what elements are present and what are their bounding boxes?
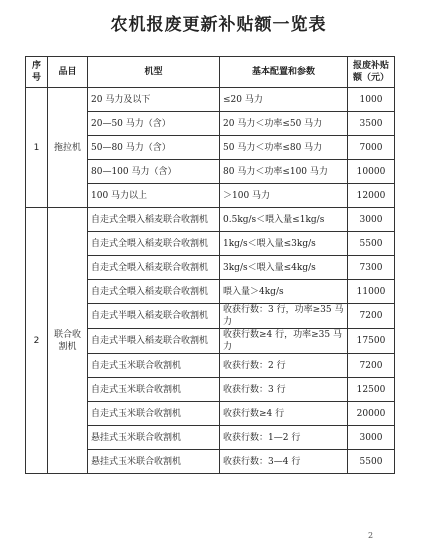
group-category: 拖拉机 bbox=[48, 88, 88, 208]
group-seq: 2 bbox=[26, 208, 48, 474]
header-category: 品目 bbox=[48, 57, 88, 88]
cell-model: 悬挂式玉米联合收割机 bbox=[88, 450, 220, 474]
table-body bbox=[26, 88, 395, 474]
cell-config: 收获行数：3—4 行 bbox=[220, 450, 348, 474]
cell-config: ≤20 马力 bbox=[220, 88, 348, 112]
header-amount: 报废补贴额（元） bbox=[348, 57, 395, 88]
header-seq: 序号 bbox=[26, 57, 48, 88]
cell-amount: 3000 bbox=[348, 208, 395, 232]
header-model: 机型 bbox=[88, 57, 220, 88]
cell-model: 自走式半喂入稻麦联合收割机 bbox=[88, 329, 220, 354]
cell-config: 50 马力＜功率≤80 马力 bbox=[220, 136, 348, 160]
page-title: 农机报废更新补贴额一览表 bbox=[110, 15, 327, 35]
cell-model: 自走式全喂入稻麦联合收割机 bbox=[88, 280, 220, 304]
header-config: 基本配置和参数 bbox=[220, 57, 348, 88]
cell-model: 自走式半喂入稻麦联合收割机 bbox=[88, 304, 220, 329]
cell-config: 收获行数≥4 行，功率≥35 马力 bbox=[220, 329, 348, 354]
cell-model: 20—50 马力（含） bbox=[88, 112, 220, 136]
cell-config: 20 马力＜功率≤50 马力 bbox=[220, 112, 348, 136]
cell-model: 自走式玉米联合收割机 bbox=[88, 378, 220, 402]
cell-amount: 17500 bbox=[348, 329, 395, 354]
cell-config: 3kg/s＜喂入量≤4kg/s bbox=[220, 256, 348, 280]
cell-config: 收获行数：1—2 行 bbox=[220, 426, 348, 450]
cell-amount: 7300 bbox=[348, 256, 395, 280]
cell-amount: 7200 bbox=[348, 354, 395, 378]
cell-model: 100 马力以上 bbox=[88, 184, 220, 208]
cell-config: 喂入量＞4kg/s bbox=[220, 280, 348, 304]
cell-config: 80 马力＜功率≤100 马力 bbox=[220, 160, 348, 184]
cell-model: 自走式全喂入稻麦联合收割机 bbox=[88, 208, 220, 232]
table-row bbox=[26, 208, 395, 232]
cell-config: 收获行数：3 行 bbox=[220, 378, 348, 402]
group-seq: 1 bbox=[26, 88, 48, 208]
cell-model: 50—80 马力（含） bbox=[88, 136, 220, 160]
cell-amount: 12500 bbox=[348, 378, 395, 402]
cell-amount: 3000 bbox=[348, 426, 395, 450]
cell-model: 80—100 马力（含） bbox=[88, 160, 220, 184]
cell-model: 自走式玉米联合收割机 bbox=[88, 402, 220, 426]
cell-model: 自走式全喂入稻麦联合收割机 bbox=[88, 256, 220, 280]
cell-amount: 11000 bbox=[348, 280, 395, 304]
cell-model: 自走式全喂入稻麦联合收割机 bbox=[88, 232, 220, 256]
cell-amount: 3500 bbox=[348, 112, 395, 136]
cell-amount: 20000 bbox=[348, 402, 395, 426]
cell-amount: 1000 bbox=[348, 88, 395, 112]
cell-amount: 10000 bbox=[348, 160, 395, 184]
cell-model: 悬挂式玉米联合收割机 bbox=[88, 426, 220, 450]
cell-amount: 7200 bbox=[348, 304, 395, 329]
cell-config: 1kg/s＜喂入量≤3kg/s bbox=[220, 232, 348, 256]
cell-model: 自走式玉米联合收割机 bbox=[88, 354, 220, 378]
cell-amount: 5500 bbox=[348, 450, 395, 474]
cell-config: 0.5kg/s＜喂入量≤1kg/s bbox=[220, 208, 348, 232]
subsidy-table bbox=[25, 56, 395, 474]
table-row bbox=[26, 88, 395, 112]
cell-amount: 5500 bbox=[348, 232, 395, 256]
page-number: 2 bbox=[368, 531, 374, 540]
table-header-row bbox=[26, 57, 395, 88]
cell-amount: 12000 bbox=[348, 184, 395, 208]
cell-config: ＞100 马力 bbox=[220, 184, 348, 208]
cell-amount: 7000 bbox=[348, 136, 395, 160]
cell-config: 收获行数≥4 行 bbox=[220, 402, 348, 426]
group-category: 联合收割机 bbox=[48, 208, 88, 474]
cell-model: 20 马力及以下 bbox=[88, 88, 220, 112]
cell-config: 收获行数：3 行，功率≥35 马力 bbox=[220, 304, 348, 329]
cell-config: 收获行数：2 行 bbox=[220, 354, 348, 378]
